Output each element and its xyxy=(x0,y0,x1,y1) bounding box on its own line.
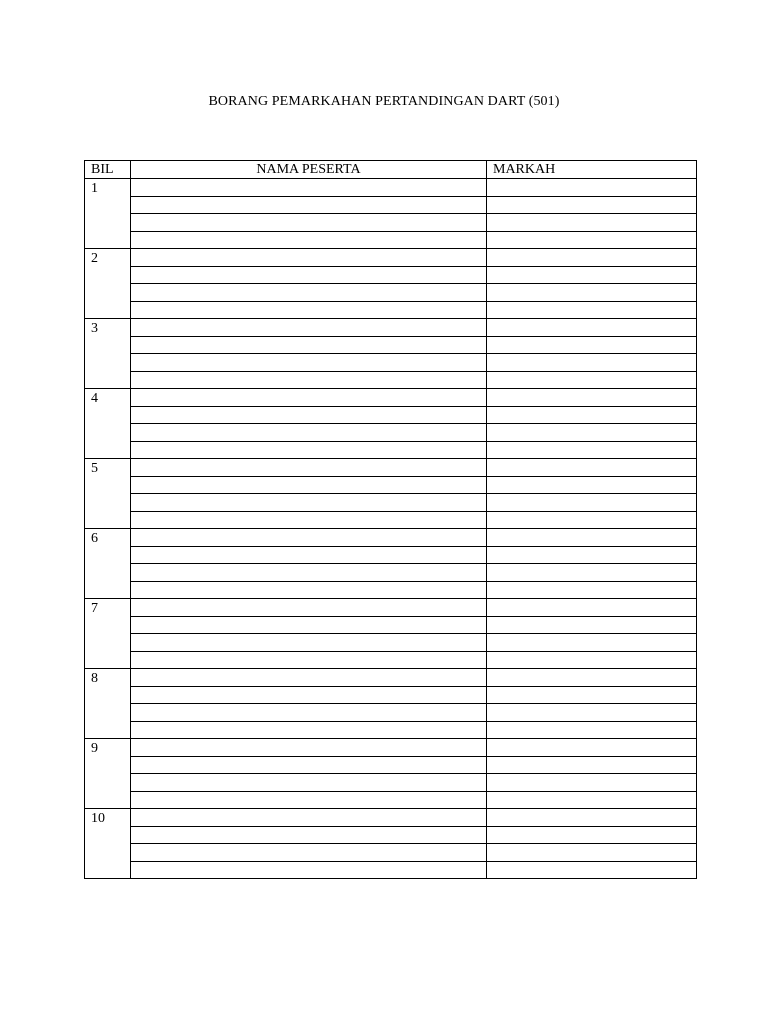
score-cell[interactable] xyxy=(487,844,697,862)
score-cell[interactable] xyxy=(487,266,697,284)
table-row xyxy=(85,739,697,757)
header-markah: MARKAH xyxy=(487,161,697,179)
table-row xyxy=(85,704,697,722)
bil-number: 7 xyxy=(91,601,98,616)
table-row xyxy=(85,581,697,599)
participant-name-cell[interactable] xyxy=(131,669,487,687)
table-row xyxy=(85,179,697,197)
bil-number-cell xyxy=(85,669,131,739)
score-cell[interactable] xyxy=(487,756,697,774)
participant-name-cell[interactable] xyxy=(131,564,487,582)
bil-number-cell xyxy=(85,179,131,249)
bil-number-cell xyxy=(85,249,131,319)
page-title: BORANG PEMARKAHAN PERTANDINGAN DART (501) xyxy=(208,94,560,109)
table-row xyxy=(85,389,697,407)
score-cell[interactable] xyxy=(487,494,697,512)
table-row xyxy=(85,529,697,547)
score-cell[interactable] xyxy=(487,319,697,337)
bil-number-cell xyxy=(85,459,131,529)
participant-name-cell[interactable] xyxy=(131,424,487,442)
score-cell[interactable] xyxy=(487,301,697,319)
table-row xyxy=(85,476,697,494)
score-cell[interactable] xyxy=(487,774,697,792)
participant-name-cell[interactable] xyxy=(131,406,487,424)
score-cell[interactable] xyxy=(487,476,697,494)
table-row xyxy=(85,686,697,704)
table-row xyxy=(85,599,697,617)
table-row xyxy=(85,844,697,862)
score-cell[interactable] xyxy=(487,511,697,529)
bil-number-cell xyxy=(85,739,131,809)
score-table xyxy=(84,160,697,879)
participant-name-cell[interactable] xyxy=(131,284,487,302)
participant-name-cell[interactable] xyxy=(131,774,487,792)
table-row xyxy=(85,791,697,809)
score-cell[interactable] xyxy=(487,371,697,389)
score-cell[interactable] xyxy=(487,809,697,827)
table-row xyxy=(85,336,697,354)
bil-number-cell xyxy=(85,809,131,879)
participant-name-cell[interactable] xyxy=(131,581,487,599)
participant-name-cell[interactable] xyxy=(131,756,487,774)
participant-name-cell[interactable] xyxy=(131,319,487,337)
table-row xyxy=(85,196,697,214)
participant-name-cell[interactable] xyxy=(131,599,487,617)
table-row xyxy=(85,319,697,337)
table-row xyxy=(85,616,697,634)
participant-name-cell[interactable] xyxy=(131,249,487,267)
score-cell[interactable] xyxy=(487,581,697,599)
participant-name-cell[interactable] xyxy=(131,616,487,634)
score-cell[interactable] xyxy=(487,179,697,197)
table-row xyxy=(85,511,697,529)
bil-number: 4 xyxy=(91,391,98,406)
header-bil: BIL xyxy=(85,161,131,179)
score-cell[interactable] xyxy=(487,599,697,617)
table-row xyxy=(85,301,697,319)
score-cell[interactable] xyxy=(487,669,697,687)
score-cell[interactable] xyxy=(487,196,697,214)
score-cell[interactable] xyxy=(487,249,697,267)
participant-name-cell[interactable] xyxy=(131,389,487,407)
participant-name-cell[interactable] xyxy=(131,809,487,827)
header-nama-peserta: NAMA PESERTA xyxy=(131,161,487,179)
table-row xyxy=(85,354,697,372)
score-cell[interactable] xyxy=(487,406,697,424)
bil-number: 8 xyxy=(91,671,98,686)
score-cell[interactable] xyxy=(487,721,697,739)
bil-number: 10 xyxy=(91,811,105,826)
participant-name-cell[interactable] xyxy=(131,336,487,354)
bil-number: 2 xyxy=(91,251,98,266)
table-row xyxy=(85,459,697,477)
table-row xyxy=(85,774,697,792)
score-cell[interactable] xyxy=(487,634,697,652)
participant-name-cell[interactable] xyxy=(131,231,487,249)
participant-name-cell[interactable] xyxy=(131,634,487,652)
score-cell[interactable] xyxy=(487,826,697,844)
score-cell[interactable] xyxy=(487,284,697,302)
table-row xyxy=(85,441,697,459)
participant-name-cell[interactable] xyxy=(131,476,487,494)
participant-name-cell[interactable] xyxy=(131,494,487,512)
table-row xyxy=(85,231,697,249)
table-header-row xyxy=(85,161,697,179)
bil-number: 5 xyxy=(91,461,98,476)
participant-name-cell[interactable] xyxy=(131,214,487,232)
score-cell[interactable] xyxy=(487,529,697,547)
participant-name-cell[interactable] xyxy=(131,354,487,372)
table-row xyxy=(85,249,697,267)
table-row xyxy=(85,564,697,582)
score-cell[interactable] xyxy=(487,231,697,249)
participant-name-cell[interactable] xyxy=(131,721,487,739)
participant-name-cell[interactable] xyxy=(131,651,487,669)
score-cell[interactable] xyxy=(487,389,697,407)
score-cell[interactable] xyxy=(487,564,697,582)
table-body xyxy=(85,179,697,879)
score-cell[interactable] xyxy=(487,704,697,722)
table-row xyxy=(85,214,697,232)
score-cell[interactable] xyxy=(487,459,697,477)
table-row xyxy=(85,424,697,442)
score-cell[interactable] xyxy=(487,791,697,809)
bil-number: 6 xyxy=(91,531,98,546)
score-cell[interactable] xyxy=(487,651,697,669)
table-row xyxy=(85,634,697,652)
bil-number-cell xyxy=(85,529,131,599)
participant-name-cell[interactable] xyxy=(131,686,487,704)
bil-number: 1 xyxy=(91,181,98,196)
participant-name-cell[interactable] xyxy=(131,546,487,564)
table-row xyxy=(85,861,697,879)
score-cell[interactable] xyxy=(487,336,697,354)
bil-number: 9 xyxy=(91,741,98,756)
score-cell[interactable] xyxy=(487,861,697,879)
participant-name-cell[interactable] xyxy=(131,266,487,284)
score-cell[interactable] xyxy=(487,214,697,232)
table-row xyxy=(85,546,697,564)
participant-name-cell[interactable] xyxy=(131,179,487,197)
table-row xyxy=(85,809,697,827)
participant-name-cell[interactable] xyxy=(131,704,487,722)
participant-name-cell[interactable] xyxy=(131,529,487,547)
table-row xyxy=(85,651,697,669)
score-cell[interactable] xyxy=(487,441,697,459)
score-cell[interactable] xyxy=(487,354,697,372)
participant-name-cell[interactable] xyxy=(131,791,487,809)
participant-name-cell[interactable] xyxy=(131,739,487,757)
participant-name-cell[interactable] xyxy=(131,196,487,214)
score-cell[interactable] xyxy=(487,686,697,704)
score-cell[interactable] xyxy=(487,739,697,757)
participant-name-cell[interactable] xyxy=(131,861,487,879)
participant-name-cell[interactable] xyxy=(131,459,487,477)
score-cell[interactable] xyxy=(487,546,697,564)
table-row xyxy=(85,371,697,389)
table-row xyxy=(85,266,697,284)
bil-number-cell xyxy=(85,389,131,459)
bil-number-cell xyxy=(85,319,131,389)
participant-name-cell[interactable] xyxy=(131,511,487,529)
participant-name-cell[interactable] xyxy=(131,371,487,389)
table-row xyxy=(85,494,697,512)
score-cell[interactable] xyxy=(487,616,697,634)
table-row xyxy=(85,756,697,774)
table-row xyxy=(85,284,697,302)
participant-name-cell[interactable] xyxy=(131,844,487,862)
table-row xyxy=(85,721,697,739)
participant-name-cell[interactable] xyxy=(131,826,487,844)
bil-number: 3 xyxy=(91,321,98,336)
bil-number-cell xyxy=(85,599,131,669)
participant-name-cell[interactable] xyxy=(131,301,487,319)
table-row xyxy=(85,406,697,424)
participant-name-cell[interactable] xyxy=(131,441,487,459)
table-row xyxy=(85,826,697,844)
table-row xyxy=(85,669,697,687)
score-cell[interactable] xyxy=(487,424,697,442)
